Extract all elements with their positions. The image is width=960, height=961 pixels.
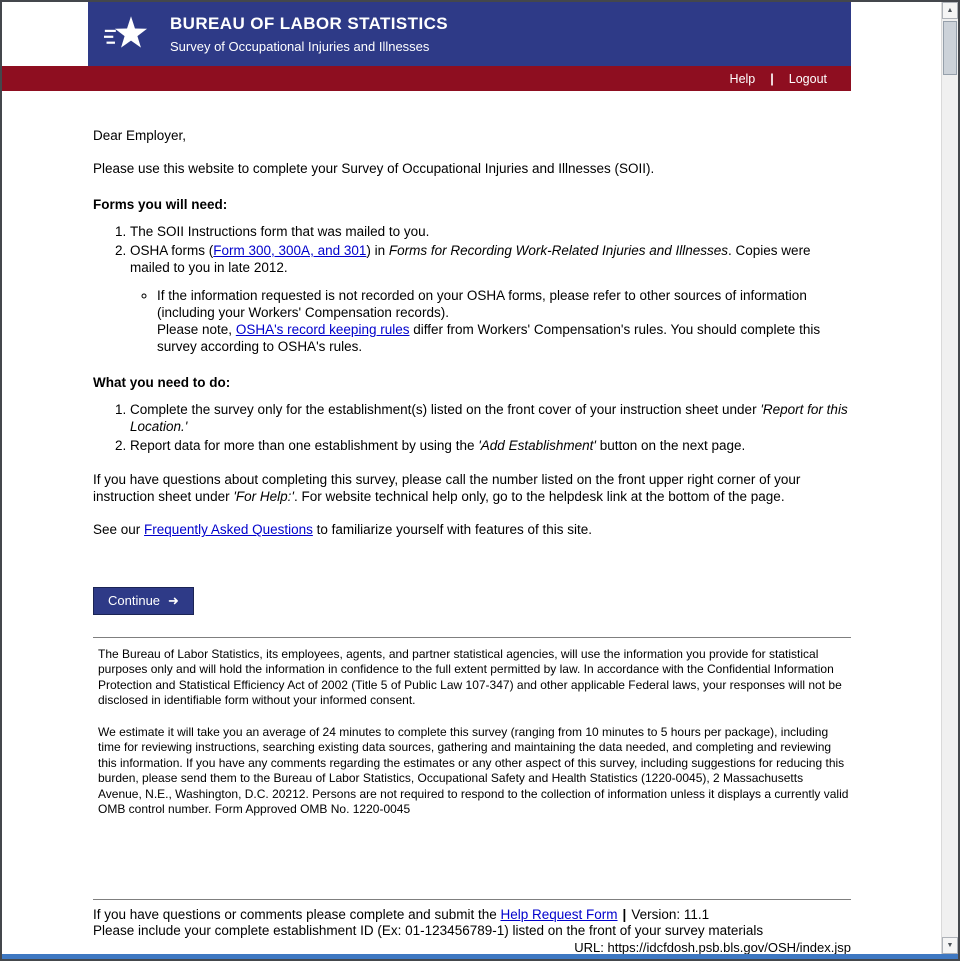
osha-subnote-list bbox=[130, 287, 851, 356]
forms-needed-heading: Forms you will need: bbox=[93, 196, 228, 212]
todo-list bbox=[93, 401, 851, 455]
page bbox=[2, 2, 941, 954]
footer-divider bbox=[93, 899, 851, 900]
help-link[interactable]: Help bbox=[729, 71, 756, 86]
url-label: URL: https://idcfdosh.psb.bls.gov/OSH/index.jsp bbox=[574, 940, 851, 954]
faq-paragraph: See our Frequently Asked Questions to familiarize yourself with features of this site. bbox=[93, 522, 593, 538]
osha-sub-note: ◦ If the information requested is not recorded on your OSHA forms, please refer to other sources of information (including your Workers' Compensation records). Please note, OSHA's record keeping rules differ from Workers' Compensation's rules. You should complete this survey according to OSHA's rules. bbox=[157, 287, 851, 356]
vertical-scrollbar[interactable] bbox=[941, 2, 958, 954]
app-title: BUREAU OF LABOR STATISTICS bbox=[170, 14, 448, 33]
forms-item-soii: 1. The SOII Instructions form that was mailed to you. bbox=[130, 223, 851, 240]
scroll-up-icon: ▲ bbox=[946, 7, 954, 14]
version-label: Version: 11.1 bbox=[631, 907, 710, 922]
app-subtitle: Survey of Occupational Injuries and Illnesses bbox=[170, 39, 430, 54]
greeting-text: Dear Employer, bbox=[93, 128, 187, 143]
page-footer bbox=[93, 899, 851, 954]
establishment-id-line: Please include your complete establishment ID (Ex: 01-123456789-1) listed on the front of your survey materials bbox=[93, 923, 764, 938]
footer-separator: | bbox=[622, 907, 627, 922]
main-content bbox=[2, 91, 851, 818]
top-nav-bar bbox=[2, 66, 851, 91]
osha-forms-link[interactable]: Form 300, 300A, and 301 bbox=[213, 243, 367, 259]
burden-paragraph: We estimate it will take you an average of 24 minutes to complete this survey (ranging from 10 minutes to 5 hours per package), including time for reviewing instructions, searching existing data sources, gathering and maintaining the data needed, and completing and reviewing this information. If you have any comments regarding the estimates or any other aspect of this survey, including suggestions for reducing this burden, please send them to the Bureau of Labor Statistics, Occupational Safety and Health Statistics (1220-0045), 2 Massachusetts Avenue, N.E., Washington, D.C. 20212. Persons are not required to respond to the collection of information unless it displays a currently valid OMB control number. Form Approved OMB No. 1220-0045 bbox=[98, 724, 849, 817]
bls-logo-icon bbox=[104, 11, 158, 57]
footer-help-line: If you have questions or comments please complete and submit the Help Request Form | Version: 11.1 bbox=[93, 907, 710, 922]
todo-heading: What you need to do: bbox=[93, 374, 231, 390]
help-request-form-link[interactable]: Help Request Form bbox=[500, 907, 618, 922]
forms-item-osha: 2. OSHA forms (Form 300, 300A, and 301) in Forms for Recording Work-Related Injuries and Illnesses. Copies were mailed to you in late 2012. ◦ If the information requested is not recorded on your OSHA forms, please refer to other sources of information (including your Workers' Compensation records). Please note, OSHA's record keeping rules differ from Workers' Compensation's rules. You should complete this survey according to OSHA's rules. bbox=[130, 242, 851, 356]
logout-link[interactable]: Logout bbox=[788, 71, 827, 86]
intro-text: Please use this website to complete your Survey of Occupational Injuries and Illnesses (SOII). bbox=[93, 161, 655, 177]
questions-paragraph: If you have questions about completing this survey, please call the number listed on the front upper right corner of your instruction sheet under 'For Help:'. For website technical help only, go to the helpdesk link at the bottom of the page. bbox=[93, 471, 801, 504]
nav-separator: | bbox=[770, 71, 774, 86]
todo-item-add-establishment: 2. Report data for more than one establishment by using the 'Add Establishment' button on the next page. bbox=[130, 437, 851, 454]
bls-banner bbox=[88, 2, 851, 66]
faq-link[interactable]: Frequently Asked Questions bbox=[144, 522, 313, 538]
scroll-up-button[interactable] bbox=[942, 2, 958, 19]
continue-button[interactable] bbox=[93, 587, 194, 615]
fineprint-section bbox=[93, 638, 849, 818]
scroll-down-icon: ▼ bbox=[946, 942, 954, 949]
continue-button-label: Continue bbox=[108, 592, 161, 608]
confidentiality-paragraph: The Bureau of Labor Statistics, its employees, agents, and partner statistical agencies, will use the information you provide for statistical purposes only and will hold the information in confidence to the full extent permitted by law. In accordance with the Confidential Information Protection and Statistical Efficiency Act of 2002 (Title 5 of Public Law 107-347) and other applicable Federal laws, your responses will not be disclosed in identifiable form without your informed consent. bbox=[98, 646, 842, 708]
window-frame-bottom bbox=[2, 954, 958, 959]
arrow-right-icon: ➜ bbox=[168, 592, 179, 608]
scroll-thumb[interactable] bbox=[943, 21, 957, 75]
todo-item-report-location: 1. Complete the survey only for the establishment(s) listed on the front cover of your instruction sheet under 'Report for this Location.' bbox=[130, 401, 851, 436]
scroll-down-button[interactable] bbox=[942, 937, 958, 954]
osha-recordkeeping-link[interactable]: OSHA's record keeping rules bbox=[235, 322, 410, 338]
forms-needed-list bbox=[93, 223, 851, 356]
